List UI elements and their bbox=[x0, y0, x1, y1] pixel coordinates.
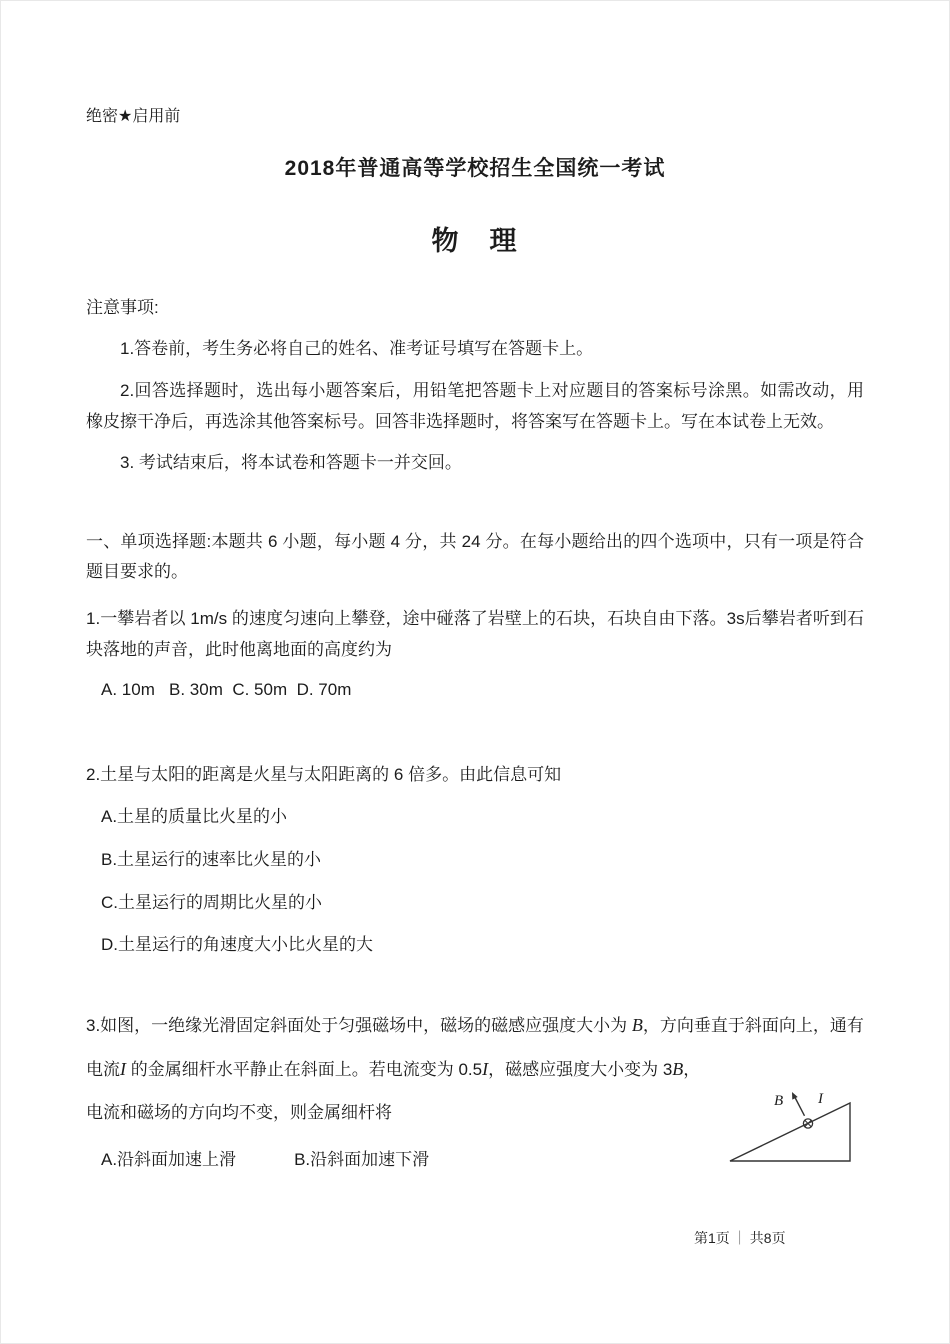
q3-symbol-B: B bbox=[631, 1014, 643, 1035]
question-3-stem-line-2 bbox=[86, 1053, 864, 1086]
question-1-options: A. 10m B. 30m C. 50m D. 70m bbox=[101, 680, 352, 700]
notice-item-2: 2.回答选择题时，选出每小题答案后，用铅笔把答题卡上对应题目的答案标号涂黑。如需改动，用橡皮擦干净后，再选涂其他答案标号。回答非选择题时，将答案写在答题卡上。写在本试卷上无效。 bbox=[86, 381, 864, 431]
q3-text: ，方向垂直于斜面向上，通有 bbox=[642, 1015, 864, 1035]
incline-triangle bbox=[730, 1103, 850, 1161]
question-2-option-d: D.土星运行的角速度大小比火星的大 bbox=[101, 935, 373, 955]
question-3-option-a: A.沿斜面加速上滑 bbox=[101, 1149, 237, 1169]
b-field-arrow-icon bbox=[792, 1092, 805, 1116]
question-3-stem-line-1 bbox=[86, 1009, 864, 1042]
page-number-total: 共8页 bbox=[749, 1230, 786, 1246]
question-1-stem: 1.一攀岩者以 1m/s 的速度匀速向上攀登，途中碰落了岩壁上的石块，石块自由下落。3s后攀岩者听到石块落地的声音，此时他离地面的高度约为 bbox=[86, 609, 864, 659]
current-label: I bbox=[818, 1091, 823, 1107]
question-3-stem-line-3: 电流和磁场的方向均不变，则金属细杆将 bbox=[86, 1102, 392, 1122]
question-3-option-b: B.沿斜面加速下滑 bbox=[294, 1149, 430, 1169]
current-into-plane-icon bbox=[803, 1119, 812, 1128]
question-2-option-c: C.土星运行的周期比火星的小 bbox=[101, 892, 322, 912]
question-2-stem: 2.土星与太阳的距离是火星与太阳距离的 6 倍多。由此信息可知 bbox=[86, 764, 562, 784]
classification-label: 绝密★启用前 bbox=[86, 108, 181, 125]
q3-symbol-I: I bbox=[482, 1059, 489, 1080]
page-number-separator: ｜ bbox=[732, 1230, 747, 1246]
question-2-option-b: B.土星运行的速率比火星的小 bbox=[101, 850, 322, 869]
incline-figure bbox=[724, 1087, 856, 1169]
exam-title: 2018年普通高等学校招生全国统一考试 bbox=[284, 157, 666, 181]
section-heading: 一、单项选择题:本题共 6 小题，每小题 4 分，共 24 分。在每小题给出的四个选项中，只有一项是符合题目要求的。 bbox=[86, 531, 864, 582]
q3-text: ，磁感应强度大小变为 3 bbox=[488, 1060, 673, 1080]
notice-heading: 注意事项: bbox=[86, 297, 159, 317]
page-footer bbox=[694, 1229, 786, 1249]
subject-title: 物 理 bbox=[431, 225, 519, 256]
notice-item-3: 3. 考试结束后，将本试卷和答题卡一并交回。 bbox=[120, 453, 462, 473]
question-2-option-a: A.土星的质量比火星的小 bbox=[101, 807, 288, 827]
q3-text: 0.5 bbox=[458, 1060, 483, 1080]
incline-figure-svg bbox=[724, 1087, 856, 1169]
q3-symbol-B: B bbox=[672, 1059, 684, 1080]
b-field-label: B bbox=[774, 1093, 784, 1109]
q3-text: 3.如图，一绝缘光滑固定斜面处于匀强磁场中，磁场的磁感应强度大小为 bbox=[86, 1015, 632, 1035]
q3-symbol-I: I bbox=[120, 1059, 126, 1080]
q3-text: ， bbox=[683, 1060, 701, 1080]
q3-text: 电流 bbox=[86, 1060, 120, 1080]
notice-item-1: 1.答卷前，考生务必将自己的姓名、准考证号填写在答题卡上。 bbox=[120, 339, 594, 359]
page-number-current: 第1页 bbox=[694, 1230, 730, 1246]
q3-text: 的金属细杆水平静止在斜面上。若电流变为 bbox=[126, 1060, 459, 1080]
